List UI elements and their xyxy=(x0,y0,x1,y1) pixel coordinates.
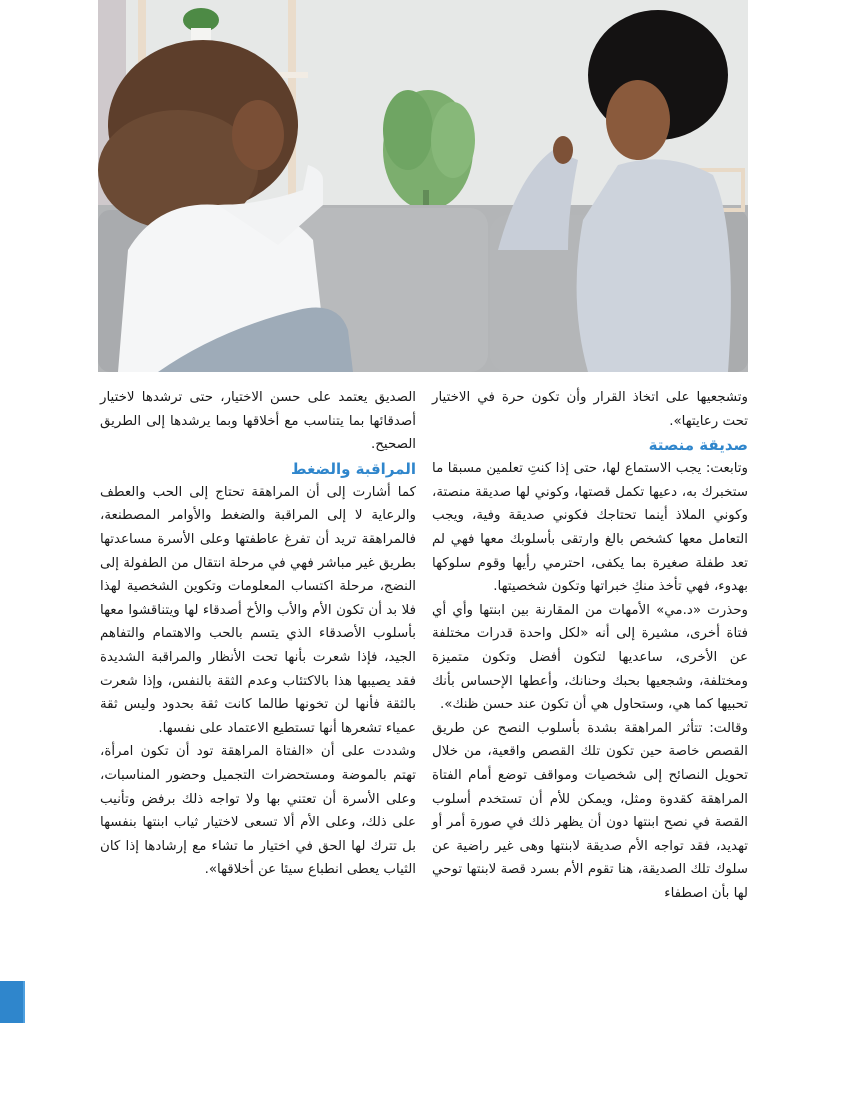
left-paragraph-1: كما أشارت إلى أن المراهقة تحتاج إلى الحب والعطف والرعاية لا إلى المراقبة والضغط والأوامر المصطنعة، فالمراهقة تريد أن تفرغ عاطفتها وعلى الأسرة مساعدتها بطريق غير مباشر فهي في مرحلة انتقال من الطفولة إلى النضج، مرحلة اكتساب المعلومات وتكوين الشخصية لهذا فلا بد أن تكون الأم والأب والأخ أصدقاء لها ويتناقشوا معها بأسلوب الأصدقاء الذي يتسم بالحب والاهتمام والتفاهم الجيد، فإذا شعرت بأنها تحت الأنظار والمراقبة الشديدة فقد يصيبها هذا بالاكتئاب وعدم الثقة بالنفس، وإذا شعرت بالثقة فأنها لن تخونها طالما كانت ثقة بحدود وليس ثقة عمياء تشعرها أنها تستطيع الاعتماد على نفسها. xyxy=(100,484,416,736)
mother-daughter-photo xyxy=(98,0,748,372)
page-section-tab xyxy=(0,981,25,1023)
right-intro-paragraph: وتشجعيها على اتخاذ القرار وأن تكون حرة في الاختيار تحت رعايتها». xyxy=(432,390,748,429)
left-intro-paragraph: الصديق يعتمد على حسن الاختيار، حتى ترشدها لاختيار أصدقائها بما يتناسب مع أخلاقها وبما يرشدها إلى الطريق الصحيح. xyxy=(100,390,416,453)
right-paragraph-1: وتابعت: يجب الاستماع لها، حتى إذا كنتِ تعلمين مسبقا ما ستخبرك به، دعيها تكمل قصتها، وكوني لها صديقة منصتة، وكوني الملاذ أينما تحتاجك فكوني صديقة وفية، ويجب التعامل معها كشخص بالغ وارتقى بأسلوبك معها فهي لم تعد طفلة صغيرة بما يكفى، احترمي رأيها وقوم سلوكها بهدوء، فهي تأخذ منكِ خبراتها وتكون شخصيتها. xyxy=(432,461,748,595)
left-paragraph-2: وشددت على أن «الفتاة المراهقة تود أن تكون امرأة، تهتم بالموضة ومستحضرات التجميل وحضور المناسبات، وعلى الأسرة أن تعتني بها ولا تواجه ذلك برفض وتأنيب على ذلك، وعلى الأم ألا تسعى لاختيار ثياب ابنتها بنفسها بل تترك لها الحق في اختيار ما تشاء مع إرشادها إذا كان الثياب يعطى انطباع سيئا عن أخلاقها». xyxy=(100,744,416,878)
right-column xyxy=(432,386,748,905)
right-paragraph-2: وحذرت «د.مي» الأمهات من المقارنة بين ابنتها وأي أي فتاة أخرى، مشيرة إلى أنه «لكل واحدة قدرات مختلفة عن الأخرى، ساعديها لتكون أفضل وتكون متميزة ومختلفة، وشجعيها بحبك وحنانك، وأعطها الإحساس بأنك تحبيها كما هي، وستحاول هي أن تكون عند حسن ظنك». xyxy=(432,602,748,713)
article-photo xyxy=(98,0,748,372)
section-heading-listening-friend: صديقة منصتة xyxy=(648,436,748,455)
section-heading-monitoring-pressure: المراقبة والضغط xyxy=(291,459,416,478)
right-paragraph-3: وقالت: تتأثر المراهقة بشدة بأسلوب النصح عن طريق القصص خاصة حين تكون تلك القصص واقعية، من خلال تحويل النصائح إلى شخصيات ومواقف توضع أمام الفتاة المراهقة كقدوة ومثل، ويمكن للأم أن تستخدم أسلوب القصة في نصح ابنتها دون أن يظهر ذلك في صورة أمر أو تهديد، فقد تواجه الأم صديقة لابنتها وهى غير راضية عن سلوك تلك الصديقة، هنا تقوم الأم بسرد قصة لابنتها توحي لها بأن اصطفاء xyxy=(432,720,748,901)
left-column xyxy=(100,386,416,882)
